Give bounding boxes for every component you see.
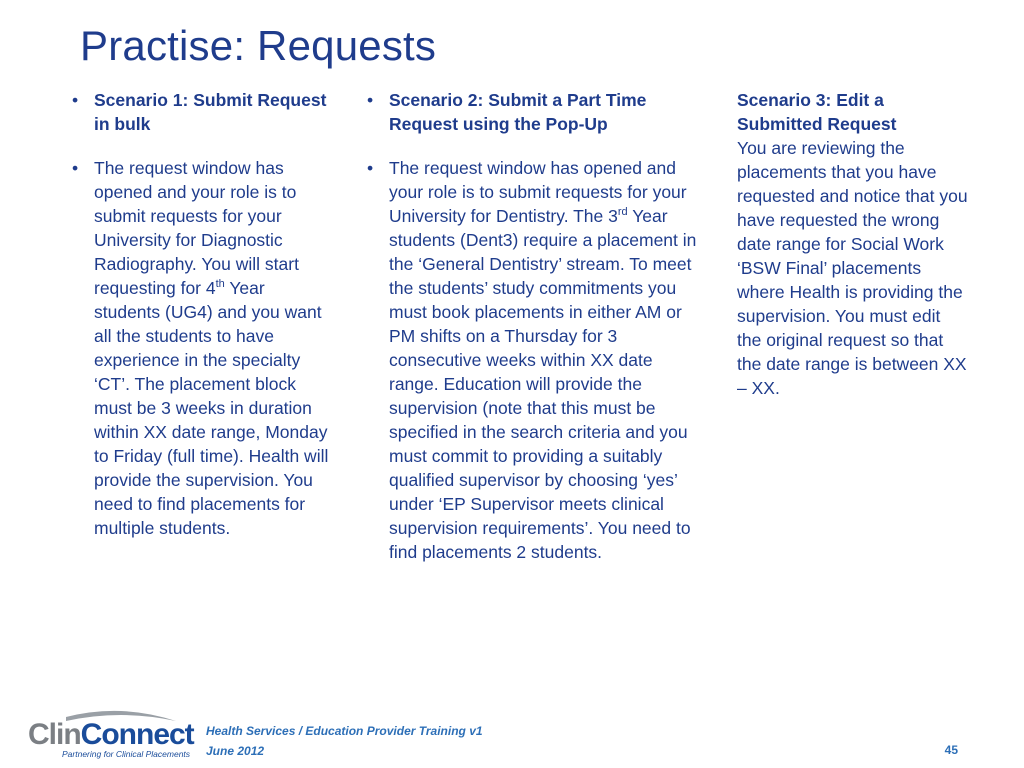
scenario-2-text-part1: The request window has opened and your role is to submit requests for your University for Dentistry. The 3	[389, 158, 687, 226]
clinconnect-logo	[26, 707, 196, 759]
logo-clin-text: Clin	[28, 718, 81, 751]
scenario-3-text: You are reviewing the placements that you have requested and notice that you have requested the wrong date range for Social Work ‘BSW Final’ placements where Health is providing the supervision. You must edit the original request so that the date range is between XX – XX.	[737, 138, 968, 398]
svg-text:ClinConnect	[28, 718, 195, 751]
bullet-icon: •	[72, 90, 79, 110]
scenario-2-heading: Scenario 2: Submit a Part Time Request using the Pop-Up	[389, 90, 647, 134]
footer-date: June 2012	[206, 744, 265, 758]
slide-title: Practise: Requests	[80, 22, 437, 69]
scenario-1-text-part2: Year students (UG4) and you want all the students to have experience in the specialty ‘CT’. The placement block must be 3 weeks in duration within XX date range, Monday to Friday (full time). Health will provide the supervision. You need to find placements for multiple students.	[94, 278, 329, 538]
scenario-1-text-part1: The request window has opened and your role is to submit requests for your University for Diagnostic Radiography. You will start requesting for 4	[94, 158, 299, 298]
scenario-3-column	[737, 88, 969, 400]
page-number: 45	[944, 743, 958, 757]
bullet-icon: •	[367, 158, 374, 178]
scenario-2-heading-item	[367, 88, 707, 136]
logo-connect-text: Connect	[80, 718, 194, 751]
scenario-1-text	[94, 158, 328, 538]
scenario-2-text-part2: Year students (Dent3) require a placement in the ‘General Dentistry’ stream. To meet the students’ study commitments you must book placements in either AM or PM shifts on a Thursday for 3 consecutive weeks within XX date range. Education will provide the supervision (note that this must be specified in the search criteria and you must commit to providing a suitably qualified supervisor by choosing ‘yes’ under ‘EP Supervisor meets clinical supervision requirements’. You need to find placements 2 students.	[389, 206, 697, 562]
scenario-2-superscript: rd	[617, 206, 628, 219]
scenario-1-heading-item	[72, 88, 334, 136]
scenario-3-heading: Scenario 3: Edit a Submitted Request	[737, 90, 897, 134]
bullet-icon: •	[367, 90, 374, 110]
scenario-2-body-item	[367, 156, 707, 564]
bullet-icon: •	[72, 158, 79, 178]
footer-training-label: Health Services / Education Provider Training v1	[206, 724, 483, 738]
scenario-1-column	[72, 88, 334, 560]
scenario-2-text	[389, 158, 696, 562]
scenario-1-superscript: th	[215, 278, 225, 291]
scenario-1-heading: Scenario 1: Submit Request in bulk	[94, 90, 327, 134]
scenario-2-column	[367, 88, 707, 584]
logo-tagline: Partnering for Clinical Placements	[62, 749, 191, 759]
scenario-1-body-item	[72, 156, 334, 540]
